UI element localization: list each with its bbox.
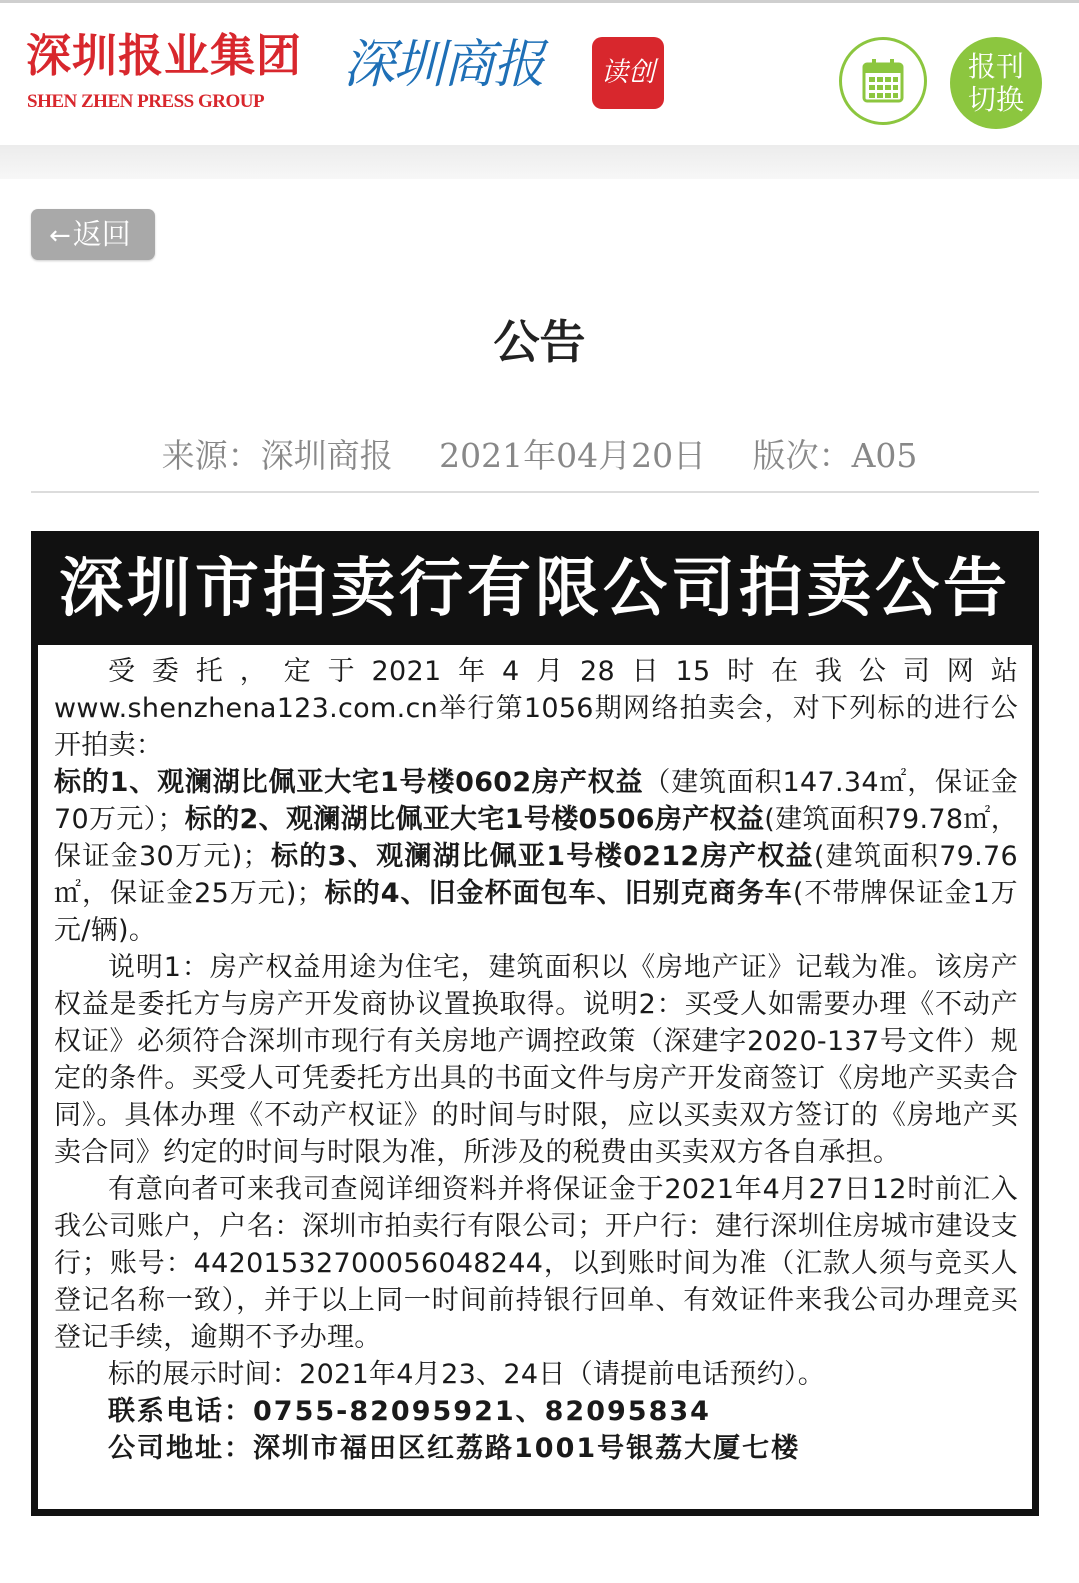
calendar-icon: [862, 58, 904, 104]
lot4-detail: (不带牌保证金1万元/辆)。: [54, 878, 1018, 946]
lot2-label: 标的2、观澜湖比佩亚大宅1号楼0506房产权益: [184, 804, 765, 835]
lot1-label: 标的1、观澜湖比佩亚大宅1号楼0602房产权益: [54, 767, 644, 798]
group-logo-en: SHEN ZHEN PRESS GROUP: [27, 91, 265, 112]
notice-intro: 受委托，定于2021年4月28日15时在我公司网站www.shenzhena123.com.cn举行第1056期网络拍卖会，对下列标的进行公开拍卖： 标的1、观澜湖比佩亚大宅1号楼0602房产权益（建筑面积147.34㎡，保证金70万元）；标的2、观澜湖比佩亚大宅1号楼0506房产权益(建筑面积79.78㎡，保证金30万元)；标的3、观澜湖比佩亚1号楼0212房产权益(建筑面积79.76㎡，保证金25万元)；标的4、旧金杯面包车、旧别克商务车(不带牌保证金1万元/辆)。: [54, 656, 1019, 946]
switch-label-line2: 切换: [967, 83, 1024, 116]
lot2-detail: (建筑面积79.78㎡，保证金30万元)；: [54, 804, 1019, 872]
notice-title: 深圳市拍卖行有限公司拍卖公告: [59, 552, 1011, 626]
article-meta: [0, 430, 1079, 477]
article-source: 来源：深圳商报: [161, 436, 393, 475]
meta-divider: [31, 491, 1039, 493]
notice-body: [38, 645, 1032, 1509]
header-shadow-band: [0, 145, 1079, 179]
paper-logo: 深圳商报: [343, 35, 544, 95]
notice-address: 公司地址：深圳市福田区红荔路1001号银荔大厦七楼: [108, 1433, 801, 1464]
calendar-button[interactable]: [839, 37, 927, 125]
notice-phone: 联系电话：0755-82095921、82095834: [108, 1396, 711, 1427]
article-date: 2021年04月20日: [439, 436, 707, 475]
notice-deposit: 有意向者可来我司查阅详细资料并将保证金于2021年4月27日12时前汇入我公司账户，户名：深圳市拍卖行有限公司；开户行：建行深圳住房城市建设支行；账号：44201532700056048244，以到账时间为准（汇款人须与竞买人登记名称一致），并于以上同一时间前持银行回单、有效证件来我公司办理竞买登记手续，逾期不予办理。: [54, 1174, 1018, 1353]
notice-image: [31, 531, 1039, 1516]
page-title: 公告: [493, 315, 586, 369]
switch-label-line1: 报刊: [967, 50, 1024, 83]
lot4-label: 标的4、旧金杯面包车、旧别克商务车: [323, 878, 793, 909]
back-button[interactable]: [31, 209, 155, 260]
group-logo-text: 深圳报业集团: [26, 29, 303, 82]
lot3-detail: (建筑面积79.76㎡，保证金25万元)；: [54, 841, 1018, 909]
article-edition: 版次：A05: [752, 436, 918, 475]
back-arrow-icon: ←: [49, 221, 71, 251]
app-header: [0, 0, 1079, 148]
back-label: 返回: [72, 217, 131, 251]
lot3-label: 标的3、观澜湖比佩亚1号楼0212房产权益: [269, 841, 814, 872]
lot1-detail: （建筑面积147.34㎡，保证金70万元）；: [54, 767, 1018, 835]
paper-badge-logo: 读创: [592, 37, 664, 109]
switch-paper-button[interactable]: [950, 37, 1042, 129]
notice-display-time: 标的展示时间：2021年4月23、24日（请提前电话预约）。: [108, 1359, 826, 1390]
notice-notes: 说明1：房产权益用途为住宅，建筑面积以《房地产证》记载为准。该房产权益是委托方与房产开发商协议置换取得。说明2：买受人如需要办理《不动产权证》必须符合深圳市现行有关房地产调控政策（深建字2020-137号文件）规定的条件。买受人可凭委托方出具的书面文件与房产开发商签订《房地产买卖合同》。具体办理《不动产权证》的时间与时限，应以买卖双方签订的《房地产买卖合同》约定的时间与时限为准，所涉及的税费由买卖双方各自承担。: [54, 952, 1018, 1168]
